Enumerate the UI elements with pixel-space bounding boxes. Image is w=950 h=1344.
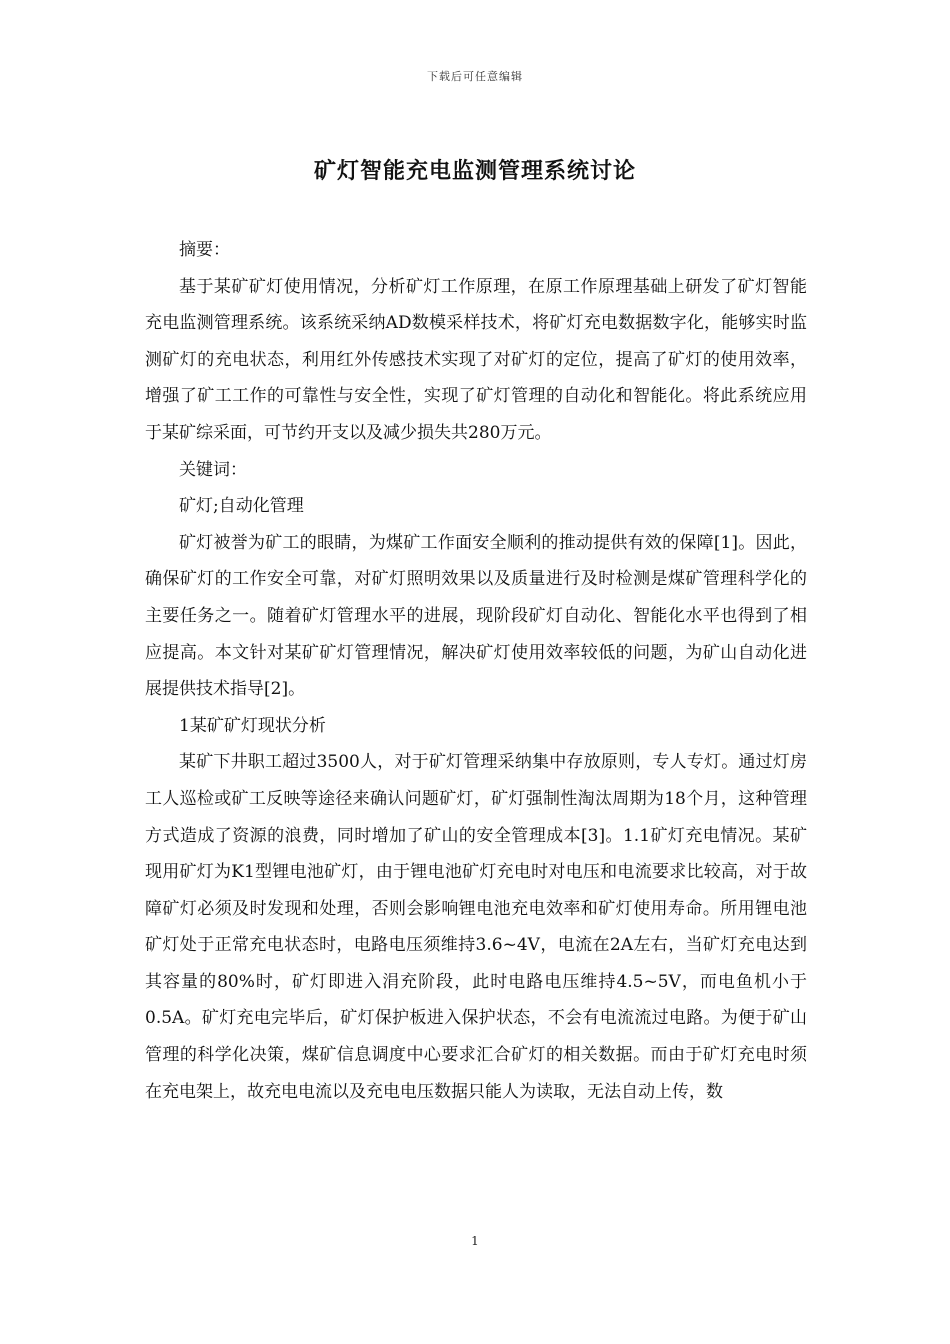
keywords-text: 矿灯;自动化管理	[179, 496, 304, 517]
header-note: 下载后可任意编辑	[427, 70, 523, 83]
document-body	[145, 232, 807, 1110]
section-heading: 1某矿矿灯现状分析	[179, 715, 326, 736]
abstract-paragraph: 基于某矿矿灯使用情况，分析矿灯工作原理，在原工作原理基础上研发了矿灯智能充电监测管理系统。该系统采纳AD数模采样技术，将矿灯充电数据数字化，能够实时监测矿灯的充电状态，利用红外传感技术实现了对矿灯的定位，提高了矿灯的使用效率，增强了矿工工作的可靠性与安全性，实现了矿灯管理的自动化和智能化。将此系统应用于某矿综采面，可节约开支以及减少损失共280万元。	[145, 276, 807, 443]
document-title: 矿灯智能充电监测管理系统讨论	[313, 158, 636, 184]
intro-paragraph: 矿灯被誉为矿工的眼睛，为煤矿工作面安全顺利的推动提供有效的保障[1]。因此，确保矿灯的工作安全可靠，对矿灯照明效果以及质量进行及时检测是煤矿管理科学化的主要任务之一。随着矿灯管理水平的进展，现阶段矿灯自动化、智能化水平也得到了相应提高。本文针对某矿矿灯管理情况，解决矿灯使用效率较低的问题，为矿山自动化进展提供技术指导[2]。	[145, 532, 807, 700]
page-number: 1	[471, 1234, 479, 1248]
keywords-label: 关键词：	[179, 459, 247, 480]
section-paragraph: 某矿下井职工超过3500人，对于矿灯管理采纳集中存放原则，专人专灯。通过灯房工人巡检或矿工反映等途径来确认问题矿灯，矿灯强制性淘汰周期为18个月，这种管理方式造成了资源的浪费，同时增加了矿山的安全管理成本[3]。1.1矿灯充电情况。某矿现用矿灯为K1型锂电池矿灯，由于锂电池矿灯充电时对电压和电流要求比较高，对于故障矿灯必须及时发现和处理，否则会影响锂电池充电效率和矿灯使用寿命。所用锂电池矿灯处于正常充电状态时，电路电压须维持3.6~4V，电流在2A左右，当矿灯充电达到其容量的80%时，矿灯即进入涓充阶段，此时电路电压维持4.5~5V，而电鱼机小于0.5A。矿灯充电完毕后，矿灯保护板进入保护状态，不会有电流流过电路。为便于矿山管理的科学化决策，煤矿信息调度中心要求汇合矿灯的相关数据。而由于矿灯充电时须在充电架上，故充电电流以及充电电压数据只能人为读取，无法自动上传，数	[145, 752, 807, 1102]
abstract-label: 摘要：	[179, 240, 230, 260]
